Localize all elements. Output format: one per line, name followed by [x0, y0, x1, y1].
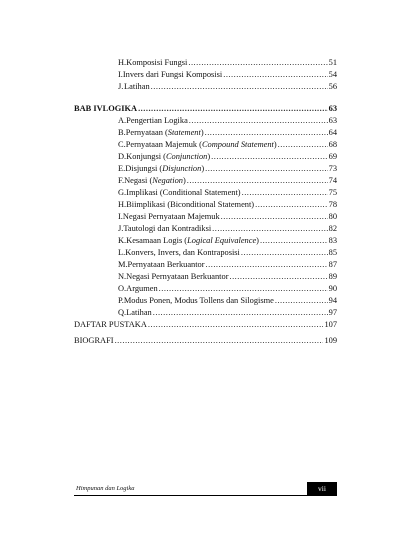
toc-entry-title-text: Disjungsi ( [125, 164, 163, 173]
dot-leader [115, 335, 324, 346]
toc-entry-page: 90 [328, 284, 337, 293]
toc-entry-title-text: Implikasi (Conditional Statement) [126, 188, 241, 197]
toc-entry[interactable] [118, 81, 337, 92]
chapter-title: LOGIKA [102, 104, 138, 113]
toc-entry-title [125, 163, 204, 174]
toc-entry-title-text: Modus Ponen, Modus Tollens dan Silogisme [123, 296, 274, 305]
toc-entry-title [126, 115, 188, 126]
toc-entry-title-end: ) [273, 140, 277, 149]
toc-entry[interactable] [118, 57, 337, 68]
toc-entry-title: Latihan [124, 82, 150, 91]
toc-entry-page: 83 [328, 236, 337, 245]
toc-entry-title [126, 271, 228, 282]
dot-leader [188, 57, 327, 68]
dot-leader [205, 127, 328, 138]
toc-entry[interactable] [118, 175, 337, 186]
toc-entry-page: 82 [328, 224, 337, 233]
toc-entry-letter: P. [118, 296, 124, 305]
toc-entry[interactable] [118, 259, 337, 270]
toc-entry-title: DAFTAR PUSTAKA [74, 320, 147, 329]
toc-entry-letter: N. [118, 272, 127, 281]
toc-entry-page: 63 [328, 116, 337, 125]
toc-entry[interactable] [118, 69, 337, 80]
dot-leader [138, 103, 328, 114]
toc-entry-title: Invers dari Fungsi Komposisi [122, 70, 223, 79]
toc-entry-title [126, 199, 254, 210]
dot-leader [153, 307, 328, 318]
toc-entry-title-end: ) [256, 236, 259, 245]
toc-entry[interactable] [118, 115, 337, 126]
toc-entry-page: 51 [328, 58, 337, 67]
toc-entry[interactable] [118, 211, 337, 222]
footer-page-number: vii [307, 482, 337, 495]
toc-entry-page: 109 [324, 336, 337, 345]
dot-leader [211, 151, 327, 162]
toc-entry[interactable] [118, 295, 337, 306]
toc-entry-letter: A. [118, 116, 127, 125]
toc-entry-page: 68 [328, 140, 337, 149]
toc-entry-title-text: Pengertian Logika [126, 116, 188, 125]
toc-entry-title [126, 283, 157, 294]
toc-entry-title-text: Negasi Pernyataan Majemuk [122, 212, 220, 221]
dot-leader [241, 247, 328, 258]
toc-entry-title-italic: Statement [167, 128, 201, 137]
toc-entry[interactable] [118, 199, 337, 210]
toc-entry-title-italic: Logical Equivalence [187, 236, 257, 245]
toc-entry-letter: K. [118, 236, 127, 245]
dot-leader [205, 163, 328, 174]
toc-entry-letter: D. [118, 152, 127, 161]
toc-entry-letter: G. [118, 188, 127, 197]
toc-entry-title [124, 175, 186, 186]
dot-leader [260, 235, 328, 246]
toc-entry-page: 107 [324, 320, 337, 329]
dot-leader [189, 115, 328, 126]
toc-entry-letter: I. [118, 70, 123, 79]
toc-entry-letter: B. [118, 128, 126, 137]
toc-entry-title-text: Argumen [126, 284, 158, 293]
toc-entry[interactable] [118, 187, 337, 198]
toc-entry-letter: F. [118, 176, 125, 185]
footer-divider [74, 495, 337, 496]
toc-entry-letter: C. [118, 140, 126, 149]
toc-entry[interactable] [118, 151, 337, 162]
toc-entry-page: 69 [328, 152, 337, 161]
toc-entry[interactable] [118, 271, 337, 282]
toc-entry-title-italic: Conjunction [165, 152, 208, 161]
toc-entry-page: 64 [328, 128, 337, 137]
toc-entry-title-text: Latihan [126, 308, 152, 317]
toc-entry[interactable] [118, 235, 337, 246]
toc-entry-title [126, 307, 152, 318]
toc-entry-title [123, 211, 220, 222]
toc-entry-page: 75 [328, 188, 337, 197]
toc-entry-page: 87 [328, 260, 337, 269]
toc-entry-title: Komposisi Fungsi [126, 58, 188, 67]
toc-entry-letter: O. [118, 284, 127, 293]
toc-entry-page: 78 [328, 200, 337, 209]
toc-entry-page: 74 [328, 176, 337, 185]
dot-leader [151, 81, 328, 92]
toc-entry[interactable] [118, 307, 337, 318]
toc-entry-page: 85 [328, 248, 337, 257]
toc-entry-page: 80 [328, 212, 337, 221]
toc-entry-title-end: ) [207, 152, 211, 161]
toc-entry-title [126, 139, 277, 150]
toc-entry-title-italic: Compound Statement [201, 140, 274, 149]
toc-entry-title-text: Negasi Pernyataan Berkuantor [126, 272, 229, 281]
toc-entry[interactable] [118, 127, 337, 138]
toc-entry-letter: I. [118, 212, 123, 221]
toc-entry-page: 94 [328, 296, 337, 305]
toc-entry[interactable] [118, 223, 337, 234]
chapter-label: BAB IV [74, 104, 103, 113]
toc-entry-title [126, 127, 204, 138]
dot-leader [221, 211, 328, 222]
toc-entry-title-text: Pernyataan ( [125, 128, 168, 137]
toc-entry-title-end: ) [200, 128, 204, 137]
toc-entry[interactable] [118, 283, 337, 294]
toc-entry-title-end: ) [201, 164, 205, 173]
toc-entry-title [126, 151, 210, 162]
dot-leader [278, 139, 328, 150]
dot-leader [223, 69, 327, 80]
toc-entry-letter: J. [118, 224, 124, 233]
toc-entry-letter: H. [118, 58, 127, 67]
dot-leader [229, 271, 327, 282]
toc-back-matter-entry[interactable] [74, 335, 337, 346]
dot-leader [148, 319, 324, 330]
dot-leader [212, 223, 327, 234]
dot-leader [187, 175, 328, 186]
toc-entry-letter: E. [118, 164, 126, 173]
chapter-page: 63 [328, 104, 337, 113]
toc-entry[interactable] [118, 139, 337, 150]
toc-entry-title-text: Tautologi dan Kontradiksi [123, 224, 212, 233]
toc-entry-title [125, 247, 240, 258]
dot-leader [206, 259, 328, 270]
toc-entry-letter: J. [118, 82, 124, 91]
toc-entry-page: 54 [328, 70, 337, 79]
toc-entry-title-text: Kesamaan Logis ( [126, 236, 188, 245]
toc-entry-page: 89 [328, 272, 337, 281]
footer-book-title: Himpunan dan Logika [76, 485, 135, 492]
toc-entry-title-text: Pernyataan Majemuk ( [125, 140, 202, 149]
toc-entry-title-italic: Negation [152, 176, 183, 185]
toc-entry-title-text: Biimplikasi (Biconditional Statement) [126, 200, 255, 209]
dot-leader [159, 283, 328, 294]
toc-entry[interactable] [118, 163, 337, 174]
toc-entry-letter: Q. [118, 308, 127, 317]
toc-entry-title-text: Pernyataan Berkuantor [127, 260, 205, 269]
toc-entry-title [128, 259, 205, 270]
toc-entry-title-italic: Disjunction [162, 164, 202, 173]
toc-entry-page: 97 [328, 308, 337, 317]
toc-entry-title-text: Negasi ( [124, 176, 153, 185]
toc-entry-title [123, 223, 211, 234]
toc-entry-title [126, 187, 240, 198]
dot-leader [255, 199, 328, 210]
toc-entry-title-end: ) [182, 176, 186, 185]
toc-entry-letter: L. [118, 248, 126, 257]
toc-entry-letter: H. [118, 200, 127, 209]
toc-chapter-heading[interactable] [74, 103, 337, 114]
toc-entry-letter: M. [118, 260, 128, 269]
toc-entry-page: 56 [328, 82, 337, 91]
toc-entry[interactable] [118, 247, 337, 258]
toc-entry-title: BIOGRAFI [74, 336, 114, 345]
dot-leader [275, 295, 328, 306]
toc-entry-page: 73 [328, 164, 337, 173]
toc-entry-title-text: Konvers, Invers, dan Kontraposisi [125, 248, 240, 257]
toc-entry-title-text: Konjungsi ( [126, 152, 166, 161]
toc-entry-title [124, 295, 274, 306]
toc-back-matter-entry[interactable] [74, 319, 337, 330]
dot-leader [242, 187, 328, 198]
toc-entry-title [126, 235, 259, 246]
